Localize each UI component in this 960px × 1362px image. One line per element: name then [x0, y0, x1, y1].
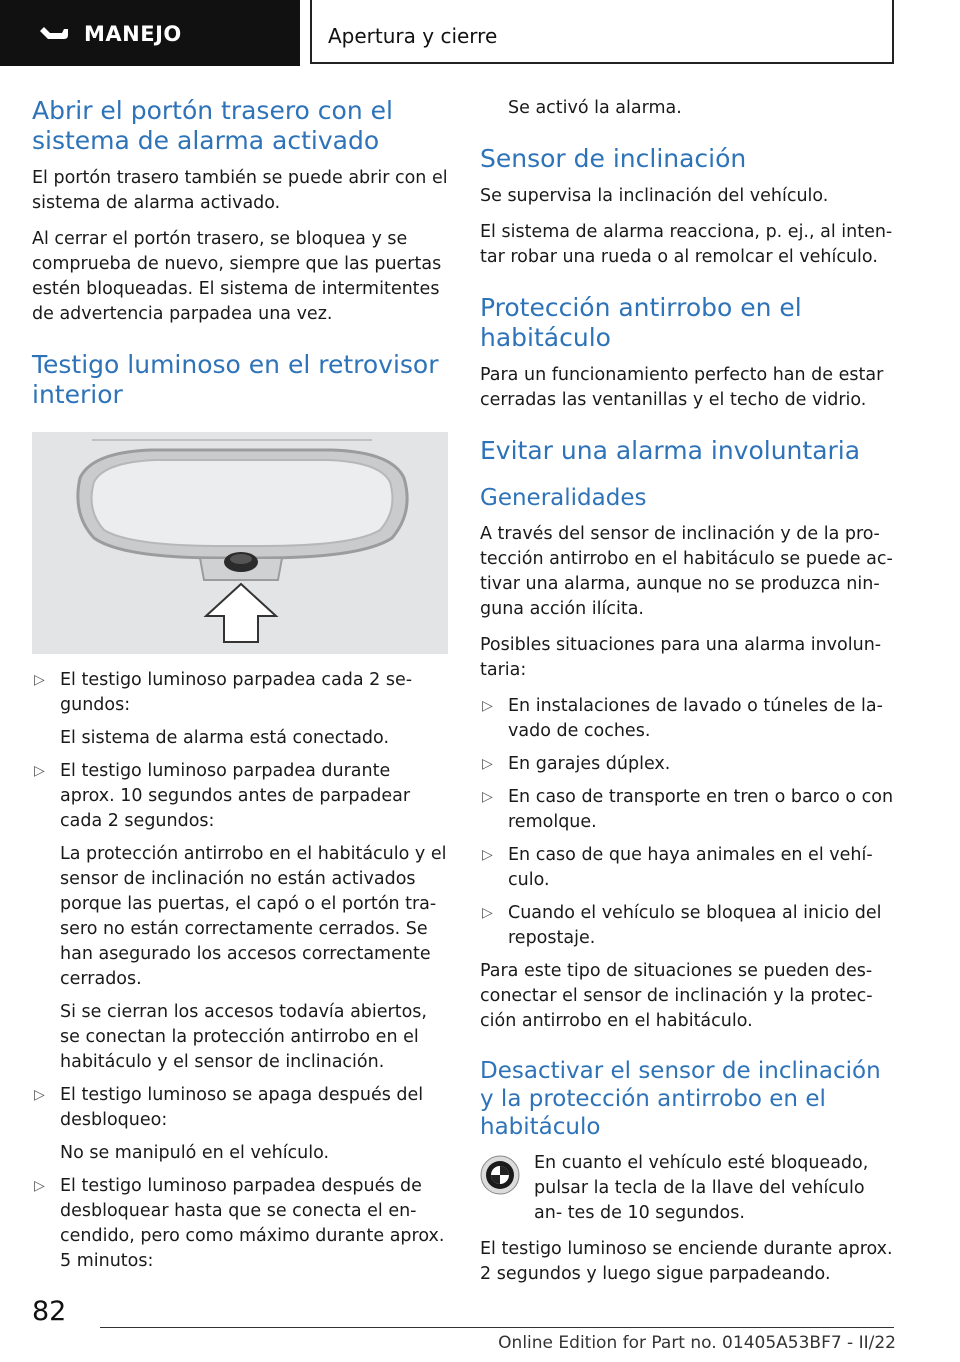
triangle-bullet-icon: ▷ [482, 756, 493, 772]
key-instruction [480, 1151, 898, 1226]
edition-note: Online Edition for Part no. 01405A53BF7 - II/22 [498, 1333, 896, 1353]
triangle-bullet-icon: ▷ [482, 698, 493, 714]
heading-deactivate: Desactivar el sensor de inclinación y la protección antirrobo en el habitáculo [480, 1058, 881, 1140]
triangle-bullet-icon: ▷ [482, 905, 493, 921]
page-number: 82 [32, 1296, 67, 1327]
paragraph: Se activó la alarma. [508, 98, 682, 118]
triangle-bullet-icon: ▷ [482, 789, 493, 805]
bmw-key-button-icon [480, 1155, 520, 1195]
paragraph: Se supervisa la inclinación del vehículo. [480, 186, 829, 206]
paragraph: En cuanto el vehículo esté bloqueado, pulsar la tecla de la llave del vehículo an‐ tes de 10 segundos. [534, 1153, 869, 1223]
paragraph: El portón trasero también se puede abrir con el sistema de alarma activado. [32, 168, 448, 213]
heading-general: Generalidades [480, 485, 647, 511]
paragraph: Para un funcionamiento perfecto han de estar cerradas las ventanillas y el techo de vidrio. [480, 365, 884, 410]
footer-divider [100, 1327, 894, 1328]
paragraph: A través del sensor de inclinación y de la pro‐ tección antirrobo en el habitáculo se puede ac‐ tivar una alarma, aunque no se produzca nin‐ guna acción ilícita. [480, 524, 893, 619]
triangle-bullet-icon: ▷ [34, 672, 45, 688]
paragraph: Para este tipo de situaciones se pueden des‐ conectar el sensor de inclinación y la protec‐ ción antirrobo en el habitáculo. [480, 961, 873, 1031]
list-item: ▷ En caso de que haya animales en el vehí‐ culo. [482, 845, 873, 890]
list-item: ▷ Cuando el vehículo se bloquea al inicio del repostaje. [482, 903, 882, 948]
triangle-bullet-icon: ▷ [34, 1178, 45, 1194]
heading-interior-protection: Protección antirrobo en el habitáculo [480, 293, 802, 352]
list-item: ▷ En instalaciones de lavado o túneles de la‐ vado de coches. [482, 696, 883, 741]
paragraph: El testigo luminoso se enciende durante aprox. 2 segundos y luego sigue parpadeando. [480, 1239, 893, 1284]
header-section-tab [0, 0, 300, 66]
chapter-title: Apertura y cierre [328, 24, 498, 48]
heading-tailgate: Abrir el portón trasero con el sistema de alarma activado [32, 96, 393, 155]
triangle-bullet-icon: ▷ [34, 763, 45, 779]
paragraph: Posibles situaciones para una alarma involun‐ taria: [480, 635, 882, 680]
section-label: MANEJO [84, 22, 182, 46]
paragraph: Al cerrar el portón trasero, se bloquea y se comprueba de nuevo, siempre que las puertas estén bloqueadas. El sistema de intermitentes de advertencia parpadea una vez. [32, 229, 442, 324]
rearview-mirror-illustration [32, 432, 448, 654]
list-item: ▷ El testigo luminoso se apaga después del desbloqueo: No se manipuló en el vehículo. [34, 1085, 424, 1163]
chapter-title-box [310, 0, 894, 64]
list-item: ▷ El testigo luminoso parpadea cada 2 se‐ gundos: El sistema de alarma está conectado. [34, 670, 413, 748]
paragraph: El sistema de alarma reacciona, p. ej., al inten‐ tar robar una rueda o al remolcar el vehículo. [480, 222, 893, 267]
heading-tilt-sensor: Sensor de inclinación [480, 144, 747, 173]
triangle-bullet-icon: ▷ [482, 847, 493, 863]
list-item: ▷ El testigo luminoso parpadea durante aprox. 10 segundos antes de parpadear cada 2 segundos: La protección antirrobo en el habitáculo y el sensor de inclinación no están activados porque las puertas, el capó o el portón tra‐ sero no están correctamente cerrados. Se han asegurado los accesos correctamente cerrados. Si se cierran los accesos todavía abiertos, se conectan la protección antirrobo en el habitáculo y el sensor de inclinación. [34, 761, 447, 1072]
heading-indicator: Testigo luminoso en el retrovisor interior [32, 350, 439, 409]
indicator-list [32, 668, 448, 1274]
triangle-bullet-icon: ▷ [34, 1087, 45, 1103]
list-item: ▷ En caso de transporte en tren o barco o con remolque. [482, 787, 894, 832]
steering-hand-icon [38, 23, 72, 45]
right-column [480, 96, 898, 1298]
list-item: ▷ En garajes dúplex. [480, 752, 898, 777]
left-column [32, 96, 448, 1282]
heading-avoid-alarm: Evitar una alarma involuntaria [480, 436, 861, 465]
mirror-image [32, 432, 448, 654]
list-item: ▷ El testigo luminoso parpadea después de desbloquear hasta que se conecta el en‐ cendido, pero como máximo durante aprox. 5 minutos: [34, 1176, 445, 1271]
situations-list [480, 694, 898, 951]
